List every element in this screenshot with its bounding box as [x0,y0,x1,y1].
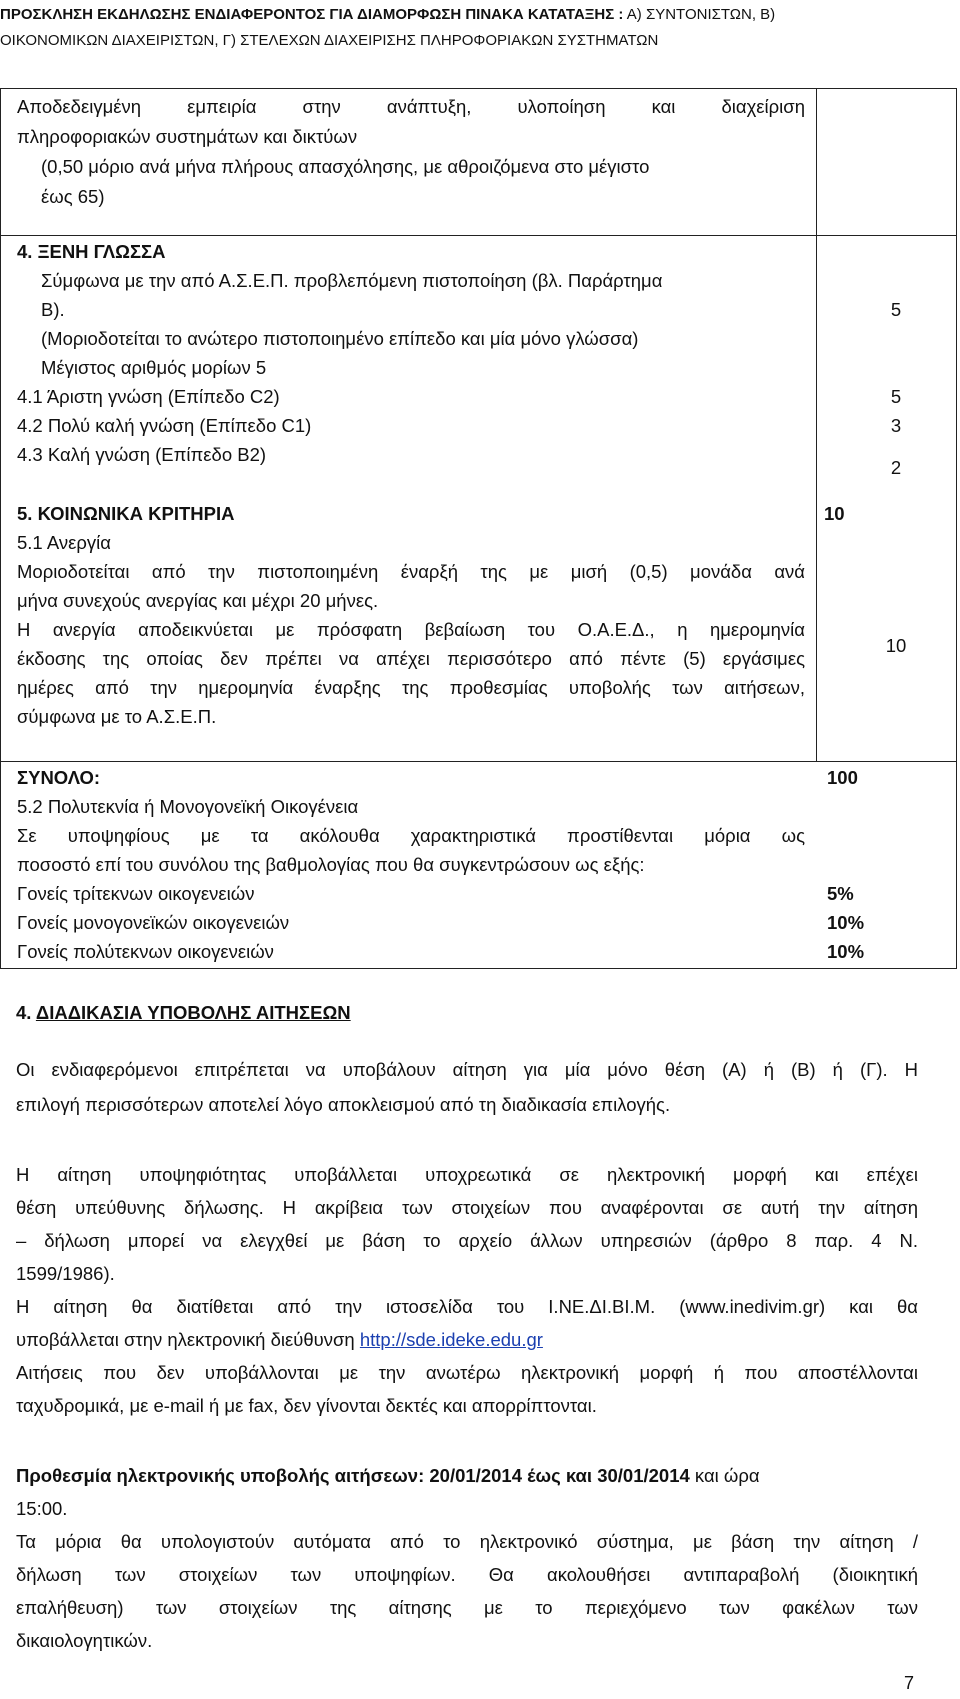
body-text: Οι ενδιαφερόμενοι επιτρέπεται να υποβάλουν αίτηση για μία μόνο θέση (Α) ή (Β) ή (Γ). Η [16,1059,918,1080]
family-row-value: 10% [827,912,865,933]
language-desc: (Μοριοδοτείται το ανώτερο πιστοποιημένο επίπεδο και μία μόνο γλώσσα) [41,328,639,349]
row-divider [1,235,956,236]
body-text: υποβάλλεται στην ηλεκτρονική διεύθυνση [16,1329,360,1350]
social-max-points: 10 [824,503,845,524]
submission-url-link[interactable]: http://sde.ideke.edu.gr [359,1329,543,1350]
language-desc: Μέγιστος αριθμός μορίων 5 [41,357,267,378]
unemployment-text: σύμφωνα με το Α.Σ.Ε.Π. [17,706,217,727]
section-heading [16,998,351,1027]
deadline-rest: και ώρα [689,1465,760,1486]
section-title: ΔΙΑΔΙΚΑΣΙΑ ΥΠΟΒΟΛΗΣ ΑΙΤΗΣΕΩΝ [35,1002,351,1023]
body-text: δήλωση των στοιχείων των υποψηφίων. Θα ακολουθήσει αντιπαραβολή (διοικητική [16,1564,918,1585]
body-text: Η αίτηση θα διατίθεται από την ιστοσελίδα του Ι.ΝΕ.ΔΙ.ΒΙ.Μ. (www.inedivim.gr) και θα [16,1296,918,1317]
experience-line: έως 65) [41,186,105,207]
unemployment-text: έκδοσης της οποίας δεν πρέπει να απέχει περισσότερο από πέντε (5) εργάσιμες [17,648,805,669]
experience-line: (0,50 μόριο ανά μήνα πλήρους απασχόλησης, με αθροιζόμενα στο μέγιστο [41,156,650,177]
deadline-time: 15:00. [16,1498,68,1519]
body-text: Αιτήσεις που δεν υποβάλλονται με την ανωτέρω ηλεκτρονική μορφή ή που αποστέλλονται [16,1362,918,1383]
criteria-table [0,88,957,969]
experience-line: Αποδεδειγμένη εμπειρία στην ανάπτυξη, υλοποίηση και διαχείριση [17,96,805,117]
family-desc: ποσοστό επί του συνόλου της βαθμολογίας που θα συγκεντρώσουν ως εξής: [17,854,645,875]
family-title: 5.2 Πολυτεκνία ή Μονογονεϊκή Οικογένεια [17,796,359,817]
unemployment-text: Η ανεργία αποδεικνύεται με πρόσφατη βεβαίωση του Ο.Α.Ε.Δ., η ημερομηνία [17,619,805,640]
deadline-line [16,1461,760,1490]
body-text: – δήλωση μπορεί να ελεγχθεί με βάση το αρχείο άλλων υπηρεσιών (άρθρο 8 παρ. 4 Ν. [16,1230,918,1251]
total-value: 100 [827,767,858,788]
page-number: 7 [904,1673,915,1693]
body-text: Τα μόρια θα υπολογιστούν αυτόματα από το ηλεκτρονικό σύστημα, με βάση την αίτηση / [16,1531,918,1552]
deadline-bold: Προθεσμία ηλεκτρονικής υποβολής αιτήσεων: 20/01/2014 έως και 30/01/2014 [16,1465,690,1486]
body-text-with-link [16,1325,543,1354]
page-header [0,2,960,54]
language-level-label: 4.3 Καλή γνώση (Επίπεδο Β2) [17,444,267,465]
language-level-label: 4.1 Άριστη γνώση (Επίπεδο C2) [17,386,280,407]
unemployment-subtitle: 5.1 Ανεργία [17,532,111,553]
family-row-label: Γονείς πολύτεκνων οικογενειών [17,941,274,962]
language-title: 4. ΞΕΝΗ ΓΛΩΣΣΑ [17,241,166,262]
body-text: ταχυδρομικά, με e-mail ή με fax, δεν γίνονται δεκτές και απορρίπτονται. [16,1395,597,1416]
social-title: 5. ΚΟΙΝΩΝΙΚΑ ΚΡΙΤΗΡΙΑ [17,503,235,524]
header-line-1-rest: Α) ΣΥΝΤΟΝΙΣΤΩΝ, Β) [623,6,776,23]
language-level-points: 3 [890,415,902,436]
family-row-label: Γονείς μονογονεϊκών οικογενειών [17,912,290,933]
section-number: 4. [16,1002,36,1023]
unemployment-text: μήνα συνεχούς ανεργίας και μέχρι 20 μήνες. [17,590,379,611]
row-divider [1,761,956,762]
family-row-value: 5% [827,883,854,904]
unemployment-text: Μοριοδοτείται από την πιστοποιημένη έναρξή της με μισή (0,5) μονάδα ανά [17,561,805,582]
unemployment-text: ημέρες από την ημερομηνία έναρξης της προθεσμίας υποβολής των αιτήσεων, [17,677,805,698]
language-desc: Σύμφωνα με την από Α.Σ.Ε.Π. προβλεπόμενη πιστοποίηση (βλ. Παράρτημα [41,270,663,291]
body-text: 1599/1986). [16,1263,115,1284]
family-row-label: Γονείς τρίτεκνων οικογενειών [17,883,255,904]
body-text: θέση υπεύθυνης δήλωσης. Η ακρίβεια των στοιχείων που αναφέρονται σε αυτή την αίτηση [16,1197,918,1218]
header-title: ΠΡΟΣΚΛΗΣΗ ΕΚΔΗΛΩΣΗΣ ΕΝΔΙΑΦΕΡΟΝΤΟΣ ΓΙΑ ΔΙΑΜΟΡΦΩΣΗ ΠΙΝΑΚΑ ΚΑΤΑΤΑΞΗΣ : [0,6,624,23]
body-text: δικαιολογητικών. [16,1630,153,1651]
family-desc: Σε υποψηφίους με τα ακόλουθα χαρακτηριστικά προστίθενται μόρια ως [17,825,805,846]
family-row-value: 10% [827,941,865,962]
language-level-points: 5 [890,386,902,407]
body-text: επαλήθευση) των στοιχείων της αίτησης με το περιεχόμενο των φακέλων των [16,1597,918,1618]
body-text: Η αίτηση υποψηφιότητας υποβάλλεται υποχρεωτικά σε ηλεκτρονική μορφή και επέχει [16,1164,918,1185]
header-line-2: ΟΙΚΟΝΟΜΙΚΩΝ ΔΙΑΧΕΙΡΙΣΤΩΝ, Γ) ΣΤΕΛΕΧΩΝ ΔΙΑΧΕΙΡΙΣΗΣ ΠΛΗΡΟΦΟΡΙΑΚΩΝ ΣΥΣΤΗΜΑΤΩΝ [0,32,659,49]
language-max-points: 5 [890,299,902,320]
language-level-label: 4.2 Πολύ καλή γνώση (Επίπεδο C1) [17,415,312,436]
body-text: επιλογή περισσότερων αποτελεί λόγο αποκλεισμού από τη διαδικασία επιλογής. [16,1094,671,1115]
language-desc: Β). [41,299,65,320]
unemployment-points: 10 [885,635,907,656]
header-line-1 [0,2,960,28]
column-divider [816,89,817,761]
experience-line: πληροφοριακών συστημάτων και δικτύων [17,126,358,147]
total-label: ΣΥΝΟΛΟ: [17,767,101,788]
language-level-points: 2 [890,457,902,478]
